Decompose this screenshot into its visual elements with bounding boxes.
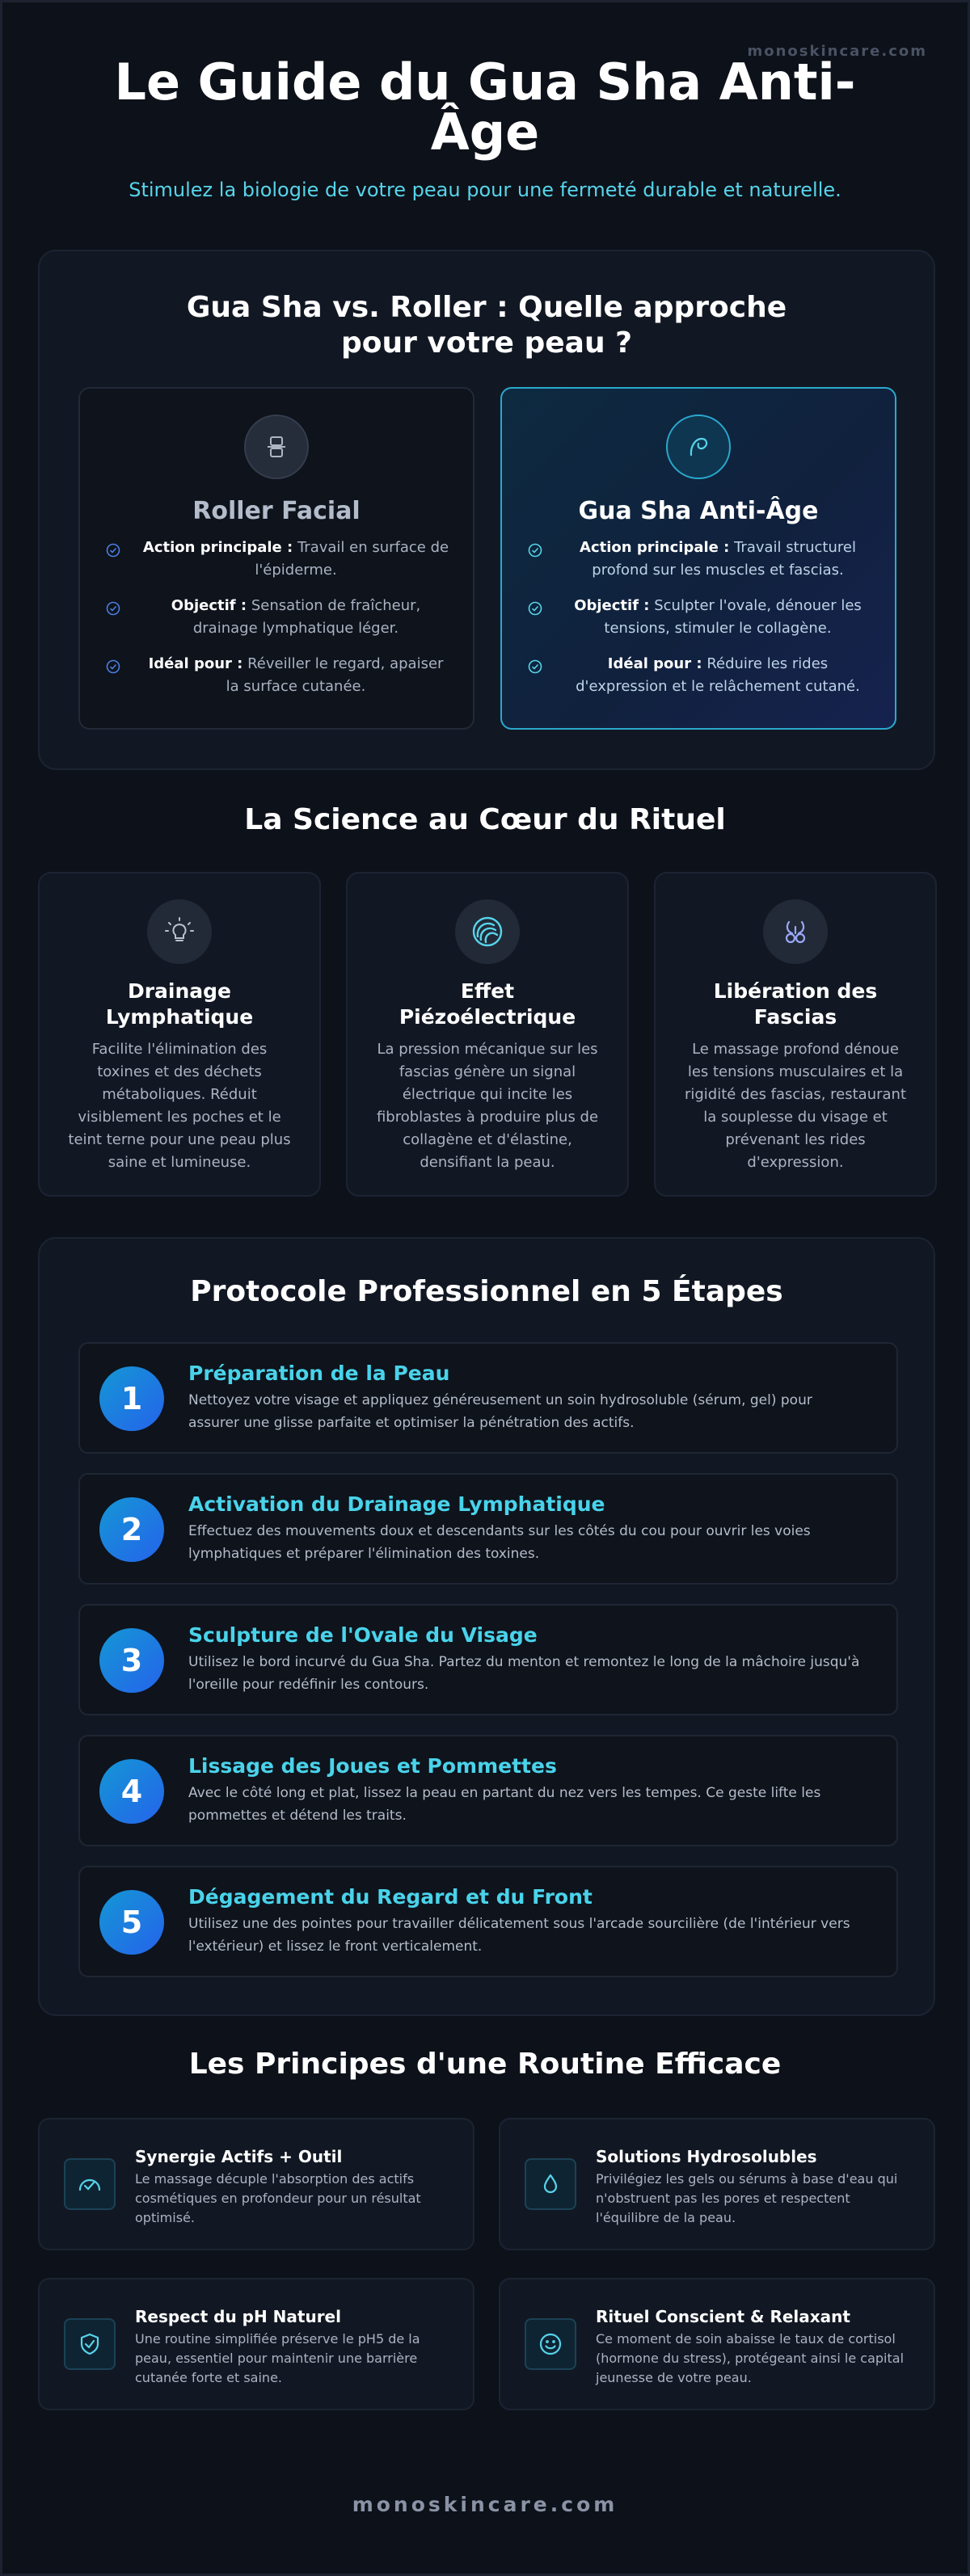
check-circle-icon bbox=[528, 543, 542, 558]
roller-icon bbox=[244, 415, 309, 479]
step-text: Effectuez des mouvements doux et descendants sur les côtés du cou pour ouvrir les voies lymphatiques et préparer l'élimination des toxines. bbox=[188, 1523, 811, 1562]
gua-sha-card bbox=[500, 387, 896, 730]
principle-text: Une routine simplifiée préserve le pH5 de la peau, essentiel pour maintenir une barrière cutanée forte et saine. bbox=[135, 2331, 420, 2385]
shield-check-icon bbox=[64, 2318, 116, 2370]
protocol-step bbox=[78, 1866, 898, 1977]
principle-card bbox=[499, 2118, 935, 2250]
item-label: Action principale : bbox=[142, 539, 293, 556]
item-text: Travail en surface de l'épiderme. bbox=[255, 539, 449, 579]
science-card-text: Le massage profond dénoue les tensions musculaires et la rigidité des fascias, restaurant la souplesse du visage et prévenant les rides d'expression. bbox=[684, 1041, 907, 1171]
principle-text: Ce moment de soin abaisse le taux de cortisol (hormone du stress), protégeant ainsi le capital jeunesse de votre peau. bbox=[596, 2331, 905, 2385]
protocol-title: Protocole Professionnel en 5 Étapes bbox=[190, 1275, 783, 1308]
spiral-energy-icon bbox=[455, 899, 520, 964]
item-label: Objectif : bbox=[574, 597, 650, 614]
step-text: Utilisez une des pointes pour travailler délicatement sous l'arcade sourcilière (de l'intérieur vers l'extérieur) et lissez le front verticalement. bbox=[188, 1916, 850, 1955]
lightbulb-icon bbox=[147, 899, 212, 964]
roller-card bbox=[78, 387, 474, 730]
item-label: Idéal pour : bbox=[607, 655, 702, 672]
step-title: Sculpture de l'Ovale du Visage bbox=[188, 1623, 538, 1647]
item-text: Sculpter l'ovale, dénouer les tensions, stimuler le collagène. bbox=[604, 597, 862, 637]
science-card-title: Libération des Fascias bbox=[713, 979, 878, 1029]
item-text: Réduire les rides d'expression et le relâchement cutané. bbox=[576, 655, 860, 695]
item-text: Sensation de fraîcheur, drainage lymphatique léger. bbox=[192, 597, 421, 637]
roller-title: Roller Facial bbox=[192, 497, 361, 525]
step-text: Utilisez le bord incurvé du Gua Sha. Partez du menton et remontez le long de la mâchoire jusqu'à l'oreille pour redéfinir les contours. bbox=[188, 1654, 860, 1693]
smile-icon bbox=[525, 2318, 576, 2370]
roller-list bbox=[80, 537, 473, 711]
principle-title: Solutions Hydrosolubles bbox=[596, 2147, 817, 2166]
principle-card bbox=[38, 2278, 474, 2410]
step-text: Avec le côté long et plat, lissez la peau en partant du nez vers les tempes. Ce geste lifte les pommettes et détend les traits. bbox=[188, 1785, 821, 1824]
check-circle-icon bbox=[528, 659, 542, 674]
principle-title: Synergie Actifs + Outil bbox=[135, 2147, 343, 2166]
check-circle-icon bbox=[106, 543, 120, 558]
step-text: Nettoyez votre visage et appliquez généreusement un soin hydrosoluble (sérum, gel) pour assurer une glisse parfaite et optimiser la pénétration des actifs. bbox=[188, 1392, 812, 1431]
item-text: Travail structurel profond sur les muscles et fascias. bbox=[592, 539, 856, 579]
science-card-fascias bbox=[654, 872, 937, 1197]
list-item bbox=[80, 595, 473, 653]
step-title: Activation du Drainage Lymphatique bbox=[188, 1492, 605, 1516]
step-title: Lissage des Joues et Pommettes bbox=[188, 1754, 557, 1778]
gua-sha-list bbox=[502, 537, 895, 711]
page-subtitle: Stimulez la biologie de votre peau pour une fermeté durable et naturelle. bbox=[129, 179, 841, 201]
hero bbox=[2, 53, 968, 201]
science-card-title: Drainage Lymphatique bbox=[105, 979, 254, 1029]
principle-card bbox=[38, 2118, 474, 2250]
footer-brand[interactable]: monoskincare.com bbox=[352, 2493, 618, 2516]
science-title: La Science au Cœur du Rituel bbox=[244, 803, 726, 836]
step-number-badge: 2 bbox=[99, 1497, 164, 1562]
item-label: Action principale : bbox=[580, 539, 730, 556]
protocol-step bbox=[78, 1342, 898, 1454]
principle-text: Privilégiez les gels ou sérums à base d'eau qui n'obstruent pas les pores et respectent l'équilibre de la peau. bbox=[596, 2171, 898, 2225]
water-drop-icon bbox=[525, 2158, 576, 2210]
principle-text: Le massage décuple l'absorption des actifs cosmétiques en profondeur pour un résultat optimisé. bbox=[135, 2171, 421, 2225]
fascia-release-icon bbox=[763, 899, 828, 964]
principle-card bbox=[499, 2278, 935, 2410]
step-title: Préparation de la Peau bbox=[188, 1362, 450, 1385]
step-title: Dégagement du Regard et du Front bbox=[188, 1885, 593, 1909]
principles-title: Les Principes d'une Routine Efficace bbox=[188, 2048, 782, 2081]
list-item bbox=[502, 595, 895, 653]
step-number-badge: 3 bbox=[99, 1628, 164, 1693]
science-card-drainage bbox=[38, 872, 321, 1197]
principle-title: Respect du pH Naturel bbox=[135, 2307, 341, 2326]
science-card-title: Effet Piézoélectrique bbox=[399, 979, 576, 1029]
protocol-step bbox=[78, 1473, 898, 1585]
protocol-section bbox=[38, 1237, 935, 2016]
check-circle-icon bbox=[106, 659, 120, 674]
item-text: Réveiller le regard, apaiser la surface cutanée. bbox=[226, 655, 444, 695]
gauge-icon bbox=[64, 2158, 116, 2210]
check-circle-icon bbox=[528, 601, 542, 616]
protocol-step bbox=[78, 1604, 898, 1715]
gua-sha-stone-icon bbox=[666, 415, 731, 479]
check-circle-icon bbox=[106, 601, 120, 616]
brand-watermark[interactable]: monoskincare.com bbox=[747, 43, 927, 60]
list-item bbox=[80, 537, 473, 595]
science-card-piezo bbox=[346, 872, 629, 1197]
comparison-section bbox=[38, 250, 935, 770]
protocol-step bbox=[78, 1735, 898, 1846]
science-card-text: Facilite l'élimination des toxines et des déchets métaboliques. Réduit visiblement les poches et le teint terne pour une peau plus saine et lumineuse. bbox=[68, 1041, 291, 1171]
list-item bbox=[502, 653, 895, 711]
item-label: Objectif : bbox=[171, 597, 247, 614]
comparison-title: Gua Sha vs. Roller : Quelle approche pour votre peau ? bbox=[186, 291, 787, 360]
list-item bbox=[80, 653, 473, 711]
page-title: Le Guide du Gua Sha Anti-Âge bbox=[114, 53, 856, 162]
list-item bbox=[502, 537, 895, 595]
principle-title: Rituel Conscient & Relaxant bbox=[596, 2307, 850, 2326]
step-number-badge: 1 bbox=[99, 1366, 164, 1431]
science-card-text: La pression mécanique sur les fascias génère un signal électrique qui incite les fibroblastes à produire plus de collagène et d'élastine, densifiant la peau. bbox=[376, 1041, 599, 1171]
item-label: Idéal pour : bbox=[148, 655, 243, 672]
step-number-badge: 4 bbox=[99, 1759, 164, 1824]
gua-sha-title: Gua Sha Anti-Âge bbox=[578, 497, 819, 525]
step-number-badge: 5 bbox=[99, 1890, 164, 1955]
